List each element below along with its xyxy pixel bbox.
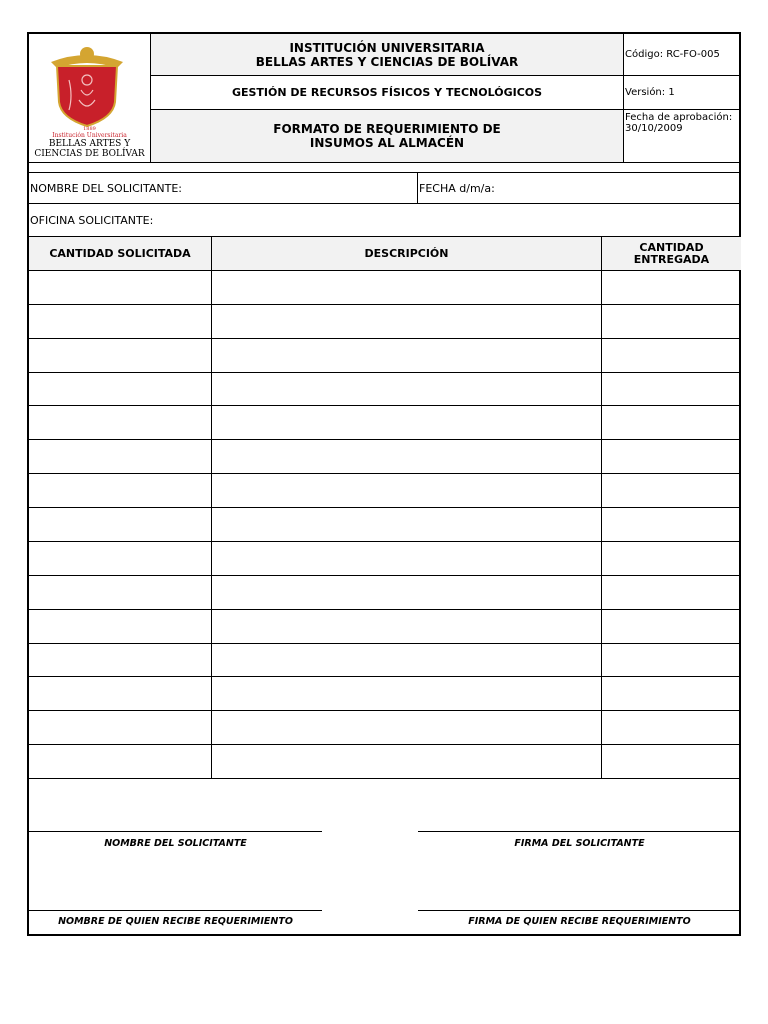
requester-signature-caption: FIRMA DEL SOLICITANTE xyxy=(514,838,645,849)
col-quantity-delivered-line1: CANTIDAD xyxy=(639,240,704,254)
row-divider xyxy=(29,507,741,508)
cell-quantity-delivered[interactable] xyxy=(602,270,741,304)
row-divider xyxy=(29,473,741,474)
row-divider xyxy=(29,710,741,711)
table-row xyxy=(29,270,741,304)
row-divider xyxy=(29,338,741,339)
row-divider xyxy=(29,744,741,745)
table-row xyxy=(29,676,741,710)
cell-description[interactable] xyxy=(212,575,601,609)
institution-line1: INSTITUCIÓN UNIVERSITARIA xyxy=(289,40,485,55)
logo-small-text: Institución Universitaria xyxy=(52,132,127,139)
date-field[interactable] xyxy=(418,173,741,203)
cell-quantity-requested[interactable] xyxy=(29,575,211,609)
signature-requester-name xyxy=(29,838,322,849)
document-version xyxy=(625,76,741,109)
signature-receiver-sign xyxy=(418,916,741,927)
table-row xyxy=(29,609,741,643)
form-title xyxy=(151,110,623,162)
cell-quantity-delivered[interactable] xyxy=(602,405,741,439)
table-row xyxy=(29,473,741,507)
logo-name-line1: BELLAS ARTES Y xyxy=(48,139,131,149)
row-divider xyxy=(29,405,741,406)
table-row xyxy=(29,710,741,744)
approval-date xyxy=(625,112,741,160)
cell-description[interactable] xyxy=(212,676,601,710)
institution-line2: BELLAS ARTES Y CIENCIAS DE BOLÍVAR xyxy=(255,54,519,69)
cell-quantity-requested[interactable] xyxy=(29,270,211,304)
row-divider xyxy=(29,676,741,677)
row-divider xyxy=(29,439,741,440)
requester-name-caption: NOMBRE DEL SOLICITANTE xyxy=(104,838,247,849)
logo-name-line2: CIENCIAS DE BOLÍVAR xyxy=(34,149,145,159)
cell-quantity-requested[interactable] xyxy=(29,710,211,744)
cell-quantity-delivered[interactable] xyxy=(602,676,741,710)
office-field[interactable] xyxy=(29,204,741,236)
cell-quantity-requested[interactable] xyxy=(29,676,211,710)
cell-quantity-requested[interactable] xyxy=(29,338,211,372)
institution-logo xyxy=(29,40,150,138)
items-table-body xyxy=(29,270,741,778)
receiver-signature-caption: FIRMA DE QUIEN RECIBE REQUERIMIENTO xyxy=(468,916,691,927)
cell-quantity-requested[interactable] xyxy=(29,439,211,473)
cell-quantity-delivered[interactable] xyxy=(602,541,741,575)
form-title-line1: FORMATO DE REQUERIMIENTO DE xyxy=(273,122,501,136)
logo-cell xyxy=(29,34,150,162)
cell-quantity-requested[interactable] xyxy=(29,541,211,575)
cell-description[interactable] xyxy=(212,710,601,744)
col-header-quantity-delivered xyxy=(602,237,741,270)
col-quantity-requested-label: CANTIDAD SOLICITADA xyxy=(49,246,191,260)
row-divider xyxy=(29,643,741,644)
cell-quantity-requested[interactable] xyxy=(29,744,211,778)
table-row xyxy=(29,541,741,575)
cell-quantity-delivered[interactable] xyxy=(602,609,741,643)
version-label: Versión: 1 xyxy=(625,87,675,98)
logo-year: 1889 xyxy=(83,126,96,132)
cell-quantity-requested[interactable] xyxy=(29,304,211,338)
col-quantity-delivered-line2: ENTREGADA xyxy=(633,252,710,266)
table-row xyxy=(29,405,741,439)
cell-description[interactable] xyxy=(212,541,601,575)
cell-quantity-delivered[interactable] xyxy=(602,338,741,372)
table-row xyxy=(29,304,741,338)
cell-quantity-requested[interactable] xyxy=(29,405,211,439)
cell-description[interactable] xyxy=(212,372,601,406)
table-row xyxy=(29,338,741,372)
table-row xyxy=(29,575,741,609)
cell-description[interactable] xyxy=(212,405,601,439)
row-divider xyxy=(29,575,741,576)
cell-quantity-delivered[interactable] xyxy=(602,643,741,677)
signature-receiver-name xyxy=(29,916,322,927)
cell-description[interactable] xyxy=(212,609,601,643)
requester-name-label: NOMBRE DEL SOLICITANTE: xyxy=(30,181,182,195)
row-divider xyxy=(29,609,741,610)
receiver-name-caption: NOMBRE DE QUIEN RECIBE REQUERIMIENTO xyxy=(58,916,293,927)
row-divider xyxy=(29,372,741,373)
logo-caption xyxy=(29,126,150,159)
cell-quantity-requested[interactable] xyxy=(29,473,211,507)
cell-quantity-delivered[interactable] xyxy=(602,575,741,609)
approval-label: Fecha de aprobación: xyxy=(625,112,733,123)
cell-description[interactable] xyxy=(212,473,601,507)
cell-quantity-delivered[interactable] xyxy=(602,372,741,406)
approval-value: 30/10/2009 xyxy=(625,123,683,134)
table-row xyxy=(29,507,741,541)
table-row xyxy=(29,744,741,778)
department-title xyxy=(151,76,623,109)
cell-description[interactable] xyxy=(212,744,601,778)
cell-quantity-delivered[interactable] xyxy=(602,710,741,744)
col-header-description xyxy=(212,237,601,270)
cell-description[interactable] xyxy=(212,304,601,338)
department-label: GESTIÓN DE RECURSOS FÍSICOS Y TECNOLÓGICOS xyxy=(231,86,543,99)
document-code xyxy=(625,34,741,75)
cell-quantity-delivered[interactable] xyxy=(602,744,741,778)
table-row xyxy=(29,372,741,406)
table-row xyxy=(29,439,741,473)
col-description-label: DESCRIPCIÓN xyxy=(364,246,449,260)
cell-quantity-delivered[interactable] xyxy=(602,304,741,338)
table-row xyxy=(29,643,741,677)
cell-quantity-requested[interactable] xyxy=(29,372,211,406)
form-title-line2: INSUMOS AL ALMACÉN xyxy=(309,136,465,150)
cell-quantity-requested[interactable] xyxy=(29,507,211,541)
cell-quantity-requested[interactable] xyxy=(29,609,211,643)
cell-description[interactable] xyxy=(212,643,601,677)
cell-description[interactable] xyxy=(212,439,601,473)
code-label: Código: RC-FO-005 xyxy=(625,49,720,60)
office-label: OFICINA SOLICITANTE: xyxy=(30,213,154,227)
row-divider xyxy=(29,541,741,542)
institution-title xyxy=(151,34,623,75)
requester-name-field[interactable] xyxy=(29,173,417,203)
cell-description[interactable] xyxy=(212,507,601,541)
cell-description[interactable] xyxy=(212,270,601,304)
col-header-quantity-requested xyxy=(29,237,211,270)
cell-quantity-delivered[interactable] xyxy=(602,507,741,541)
cell-quantity-requested[interactable] xyxy=(29,643,211,677)
signature-requester-sign xyxy=(418,838,741,849)
cell-quantity-delivered[interactable] xyxy=(602,439,741,473)
cell-quantity-delivered[interactable] xyxy=(602,473,741,507)
row-divider xyxy=(29,304,741,305)
logo-crest xyxy=(51,47,123,126)
cell-description[interactable] xyxy=(212,338,601,372)
requisition-form xyxy=(27,32,741,936)
date-label: FECHA d/m/a: xyxy=(419,181,495,195)
